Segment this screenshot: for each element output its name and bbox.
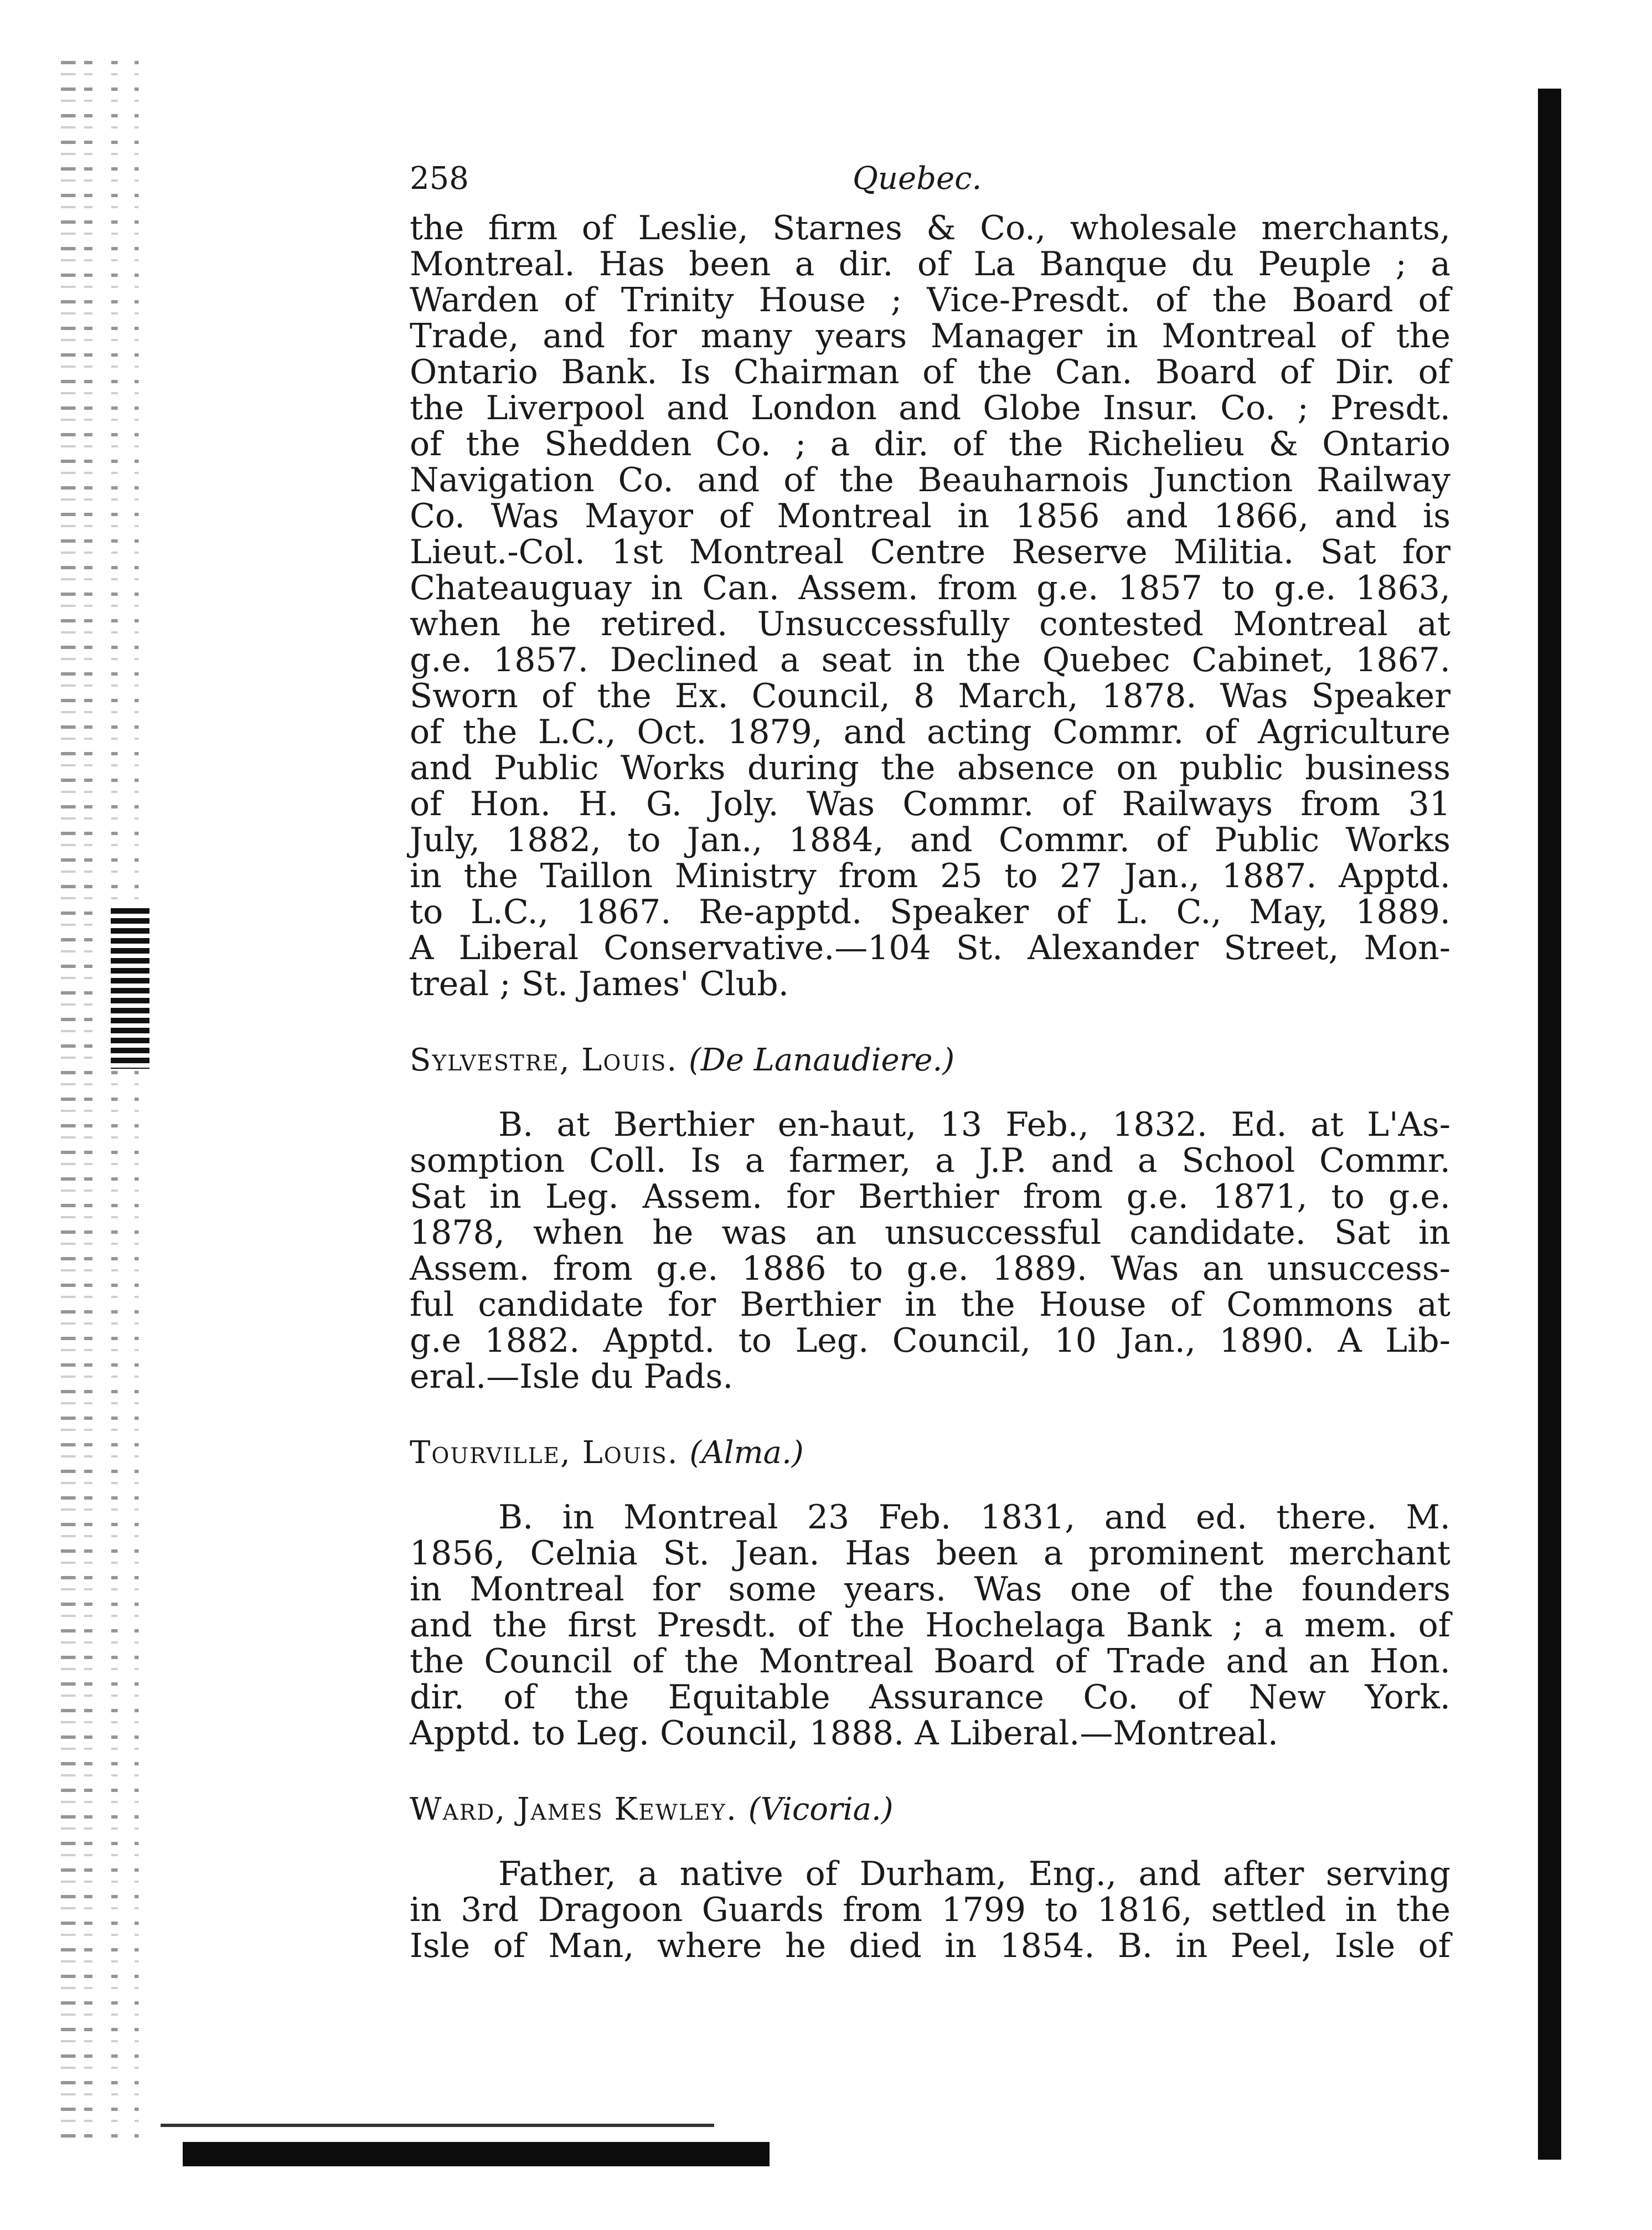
text-line: and Public Works during the absence on public business [410, 749, 1450, 787]
text-line: the Council of the Montreal Board of Trade and an Hon. [410, 1642, 1450, 1681]
text-line: Navigation Co. and of the Beauharnois Junction Railway [410, 461, 1450, 499]
text-line: 1856, Celnia St. Jean. Has been a prominent merchant [410, 1534, 1450, 1573]
page-header [410, 161, 1450, 210]
text-line: dir. of the Equitable Assurance Co. of New York. [410, 1678, 1450, 1717]
scan-edge-artifact-bottom [183, 2142, 770, 2166]
entry-constituency: (Vicoria.) [748, 1791, 894, 1827]
document-page [410, 161, 1450, 1964]
entry-ward [410, 1791, 1450, 1964]
scan-edge-artifact-bottom-line [161, 2124, 714, 2127]
entry-paragraph [410, 210, 1450, 1002]
entry-heading [410, 1042, 1450, 1078]
text-line: B. in Montreal 23 Feb. 1831, and ed. there. M. [498, 1498, 1450, 1537]
text-line: Chateauguay in Can. Assem. from g.e. 1857 to g.e. 1863, [410, 569, 1450, 607]
entry-continuation [410, 210, 1450, 1002]
text-line: the firm of Leslie, Starnes & Co., wholesale merchants, [410, 209, 1450, 248]
text-line: somption Coll. Is a farmer, a J.P. and a School Commr. [410, 1141, 1450, 1180]
scan-edge-artifact-left-block [111, 908, 149, 1069]
entry-tourville [410, 1435, 1450, 1752]
text-line: Lieut.-Col. 1st Montreal Centre Reserve Militia. Sat for [410, 533, 1450, 571]
entry-paragraph [410, 1500, 1450, 1752]
entry-constituency: (Alma.) [689, 1435, 804, 1471]
text-line: eral.—Isle du Pads. [410, 1357, 734, 1396]
text-line: 1878, when he was an unsuccessful candidate. Sat in [410, 1213, 1450, 1252]
text-line: in Montreal for some years. Was one of the founders [410, 1570, 1450, 1609]
text-line: Father, a native of Durham, Eng., and after serving [498, 1855, 1450, 1893]
entry-heading [410, 1791, 1450, 1827]
entry-sylvestre [410, 1042, 1450, 1395]
text-line: of the Shedden Co. ; a dir. of the Richelieu & Ontario [410, 425, 1450, 463]
entry-paragraph [410, 1107, 1450, 1395]
text-line: Montreal. Has been a dir. of La Banque du Peuple ; a [410, 245, 1450, 284]
entry-heading [410, 1435, 1450, 1471]
text-line: Sat in Leg. Assem. for Berthier from g.e. 1871, to g.e. [410, 1177, 1450, 1216]
text-line: July, 1882, to Jan., 1884, and Commr. of Public Works [410, 821, 1450, 859]
text-line: Apptd. to Leg. Council, 1888. A Liberal.—Montreal. [410, 1714, 1278, 1753]
text-line: Trade, and for many years Manager in Montreal of the [410, 317, 1450, 356]
text-line: A Liberal Conservative.—104 St. Alexander Street, Mon- [410, 929, 1450, 967]
text-line: of Hon. H. G. Joly. Was Commr. of Railways from 31 [410, 785, 1450, 823]
entry-paragraph [410, 1856, 1450, 1964]
text-line: ful candidate for Berthier in the House of Commons at [410, 1285, 1450, 1324]
text-line: Isle of Man, where he died in 1854. B. in Peel, Isle of [410, 1927, 1450, 1965]
text-line: Warden of Trinity House ; Vice-Presdt. of the Board of [410, 281, 1450, 320]
running-head: Quebec. [853, 161, 982, 197]
scan-edge-artifact-right [1538, 89, 1561, 2160]
text-line: g.e. 1857. Declined a seat in the Quebec Cabinet, 1867. [410, 641, 1450, 679]
text-line: and the first Presdt. of the Hochelaga Bank ; a mem. of [410, 1606, 1450, 1645]
entry-name: Ward, James Kewley. [410, 1791, 737, 1827]
text-line: Assem. from g.e. 1886 to g.e. 1889. Was an unsuccess- [410, 1249, 1450, 1288]
page-number: 258 [410, 161, 469, 197]
text-line: the Liverpool and London and Globe Insur. Co. ; Presdt. [410, 389, 1450, 428]
text-line: to L.C., 1867. Re-apptd. Speaker of L. C., May, 1889. [410, 893, 1450, 931]
text-line: g.e 1882. Apptd. to Leg. Council, 10 Jan., 1890. A Lib- [410, 1321, 1450, 1360]
text-line: in 3rd Dragoon Guards from 1799 to 1816, settled in the [410, 1891, 1450, 1929]
text-line: treal ; St. James' Club. [410, 965, 789, 1003]
text-line: Sworn of the Ex. Council, 8 March, 1878. Was Speaker [410, 677, 1450, 715]
scan-edge-artifact-left [61, 61, 166, 2143]
text-line: B. at Berthier en-haut, 13 Feb., 1832. Ed. at L'As- [498, 1105, 1450, 1144]
entry-name: Tourville, Louis. [410, 1435, 679, 1471]
text-line: of the L.C., Oct. 1879, and acting Commr. of Agriculture [410, 713, 1450, 751]
text-line: in the Taillon Ministry from 25 to 27 Jan., 1887. Apptd. [410, 857, 1450, 895]
entry-name: Sylvestre, Louis. [410, 1042, 678, 1078]
text-line: Co. Was Mayor of Montreal in 1856 and 1866, and is [410, 497, 1450, 535]
text-line: Ontario Bank. Is Chairman of the Can. Board of Dir. of [410, 353, 1450, 392]
entry-constituency: (De Lanaudiere.) [688, 1042, 955, 1078]
text-line: when he retired. Unsuccessfully contested Montreal at [410, 605, 1450, 643]
